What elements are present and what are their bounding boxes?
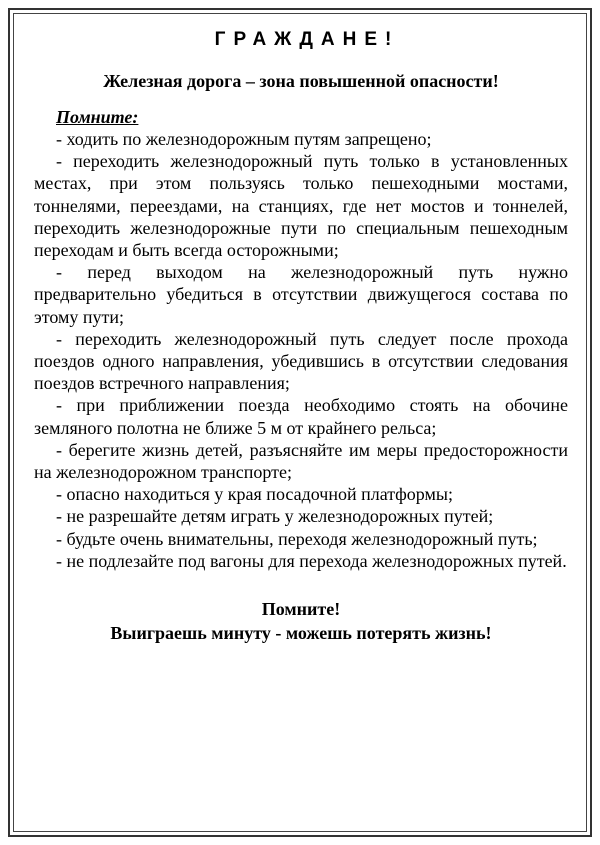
- rule-item: - ходить по железнодорожным путям запрещено;: [56, 129, 432, 149]
- notice-subtitle: Железная дорога – зона повышенной опасности!: [103, 71, 499, 91]
- rules-list: [34, 128, 568, 572]
- rule-item: - берегите жизнь детей, разъясняйте им меры предосторожности на железнодорожном транспорте;: [34, 439, 568, 483]
- rule-item: - переходить железнодорожный путь только в установленных местах, при этом пользуясь только пешеходными мостами, тоннелями, переездами, на станциях, где нет мостов и тоннелей, переходить железнодорожные пути по специальным пешеходным переходам и быть всегда осторожными;: [34, 151, 568, 261]
- notice-footer: [34, 597, 568, 645]
- notice-content: [34, 28, 568, 645]
- footer-warning: Выиграешь минуту - можешь потерять жизнь!: [110, 623, 492, 644]
- notice-title: ГРАЖДАНЕ!: [214, 29, 400, 50]
- rule-item: - не разрешайте детям играть у железнодорожных путей;: [56, 506, 494, 527]
- rule-item: - опасно находиться у края посадочной платформы;: [56, 484, 453, 505]
- remember-heading: Помните:: [56, 107, 139, 127]
- rule-item: - при приближении поезда необходимо стоять на обочине земляного полотна не ближе 5 м от крайнего рельса;: [34, 395, 568, 438]
- rule-item: - не подлезайте под вагоны для перехода железнодорожных путей.: [56, 550, 567, 571]
- rule-item: - переходить железнодорожный путь следует после прохода поездов одного направления, убедившись в отсутствии следования поездов встречного направления;: [34, 328, 568, 394]
- footer-remember: Помните!: [261, 599, 341, 620]
- rule-item: - будьте очень внимательны, переходя железнодорожный путь;: [56, 528, 538, 549]
- rule-item: - перед выходом на железнодорожный путь нужно предварительно убедиться в отсутствии движущегося состава по этому пути;: [34, 262, 568, 327]
